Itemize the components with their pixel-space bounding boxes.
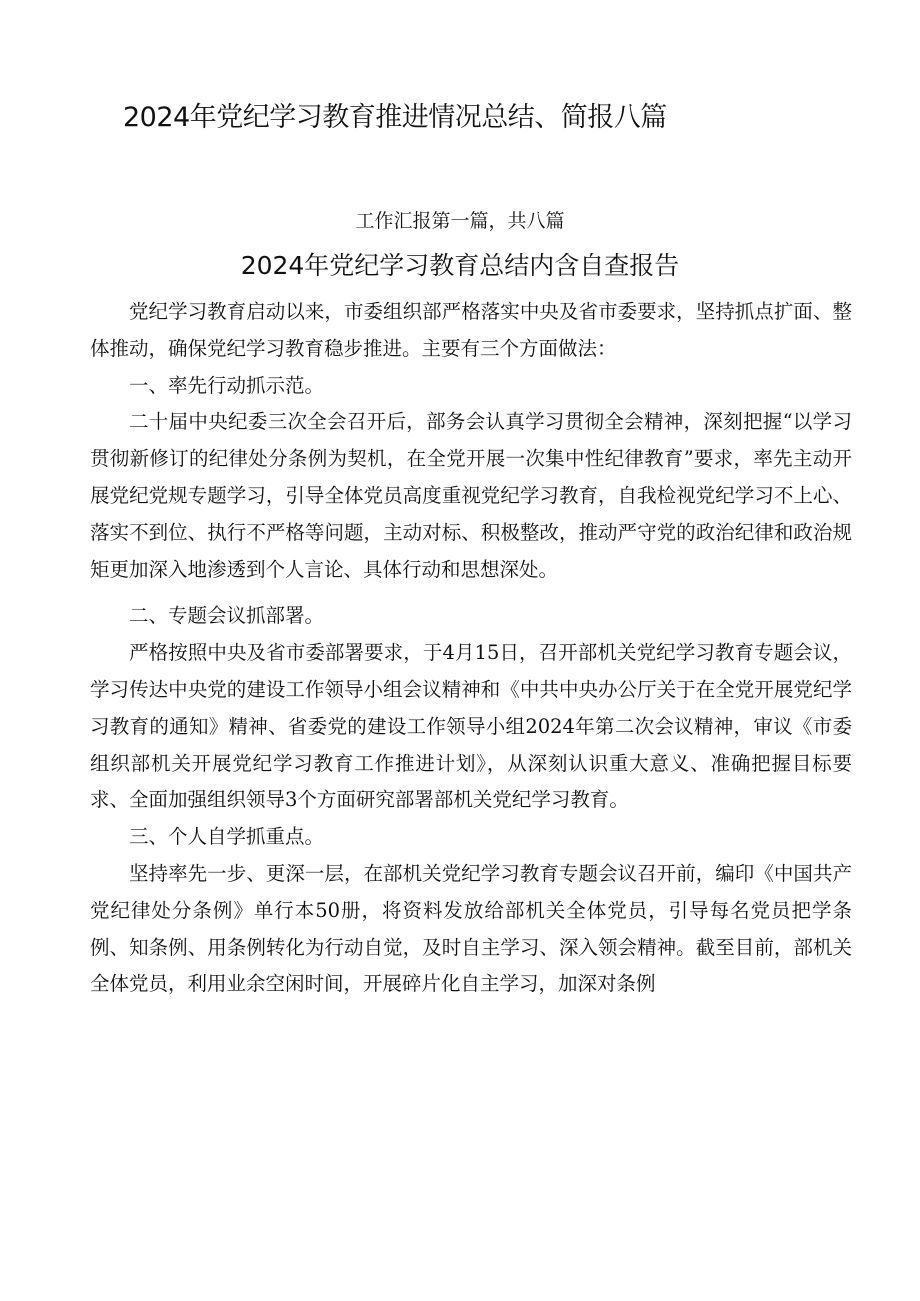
paragraph-spacer [90,588,852,598]
article-body [90,294,852,1003]
section-heading-2: 二、专题会议抓部署。 [129,604,325,628]
article-label: 工作汇报第一篇，共八篇 [355,210,565,232]
section-heading-1: 一、率先行动抓示范。 [129,373,325,397]
article-title: 2024年党纪学习教育总结内含自查报告 [240,251,680,280]
section-body-2: 严格按照中央及省市委部署要求，于4月15日，召开部机关党纪学习教育专题会议，学习传达中央党的建设工作领导小组会议精神和《中共中央办公厅关于在全党开展党纪学习教育的通知》精神、省委党的建设工作领导小组2024年第二次会议精神，审议《市委组织部机关开展党纪学习教育工作推进计划》，从深刻认识重大意义、准确把握目标要求、全面加强组织领导3个方面研究部署部机关党纪学习教育。 [90,641,852,812]
section-body-3: 坚持率先一步、更深一层，在部机关党纪学习教育专题会议召开前，编印《中国共产党纪律处分条例》单行本50册，将资料发放给部机关全体党员，引导每名党员把学条例、知条例、用条例转化为行动自觉，及时自主学习、深入领会精神。截至目前，部机关全体党员，利用业余空闲时间，开展碎片化自主学习，加深对条例 [90,861,852,996]
section-body-1: 二十届中央纪委三次全会召开后，部务会认真学习贯彻全会精神，深刻把握“以学习贯彻新修订的纪律处分条例为契机，在全党开展一次集中性纪律教育”要求，率先主动开展党纪党规专题学习，引导全体党员高度重视党纪学习教育，自我检视党纪学习不上心、落实不到位、执行不严格等问题，主动对标、积极整改，推动严守党的政治纪律和政治规矩更加深入地渗透到个人言论、具体行动和思想深处。 [90,410,852,581]
intro-paragraph: 党纪学习教育启动以来，市委组织部严格落实中央及省市委要求，坚持抓点扩面、整体推动，确保党纪学习教育稳步推进。主要有三个方面做法： [90,300,852,360]
section-heading-3: 三、个人自学抓重点。 [129,825,325,849]
document-title: 2024年党纪学习教育推进情况总结、简报八篇 [123,102,667,133]
